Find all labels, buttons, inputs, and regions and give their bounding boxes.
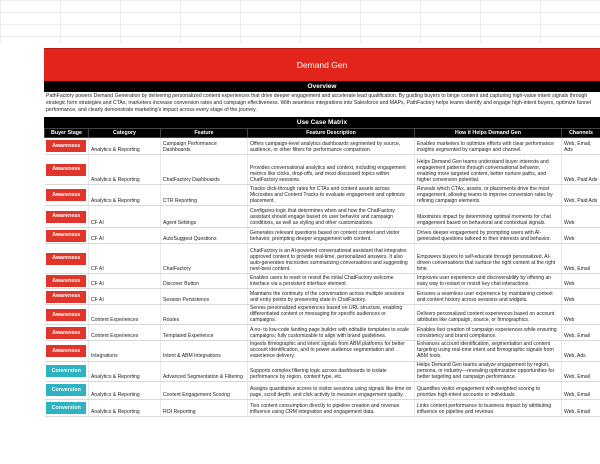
table-body	[45, 138, 600, 417]
column-header: Category	[89, 129, 161, 138]
helps-cell: Maximizes impact by determining optimal moments for chat engagement based on behavioral and contextual signals.	[415, 206, 562, 228]
helps-cell: Enhances account identification, segmentation and content targeting using real-time intent and firmographic signals from ABM tools.	[415, 341, 562, 361]
category-cell: Analytics & Reporting	[89, 361, 161, 381]
description-cell: Serves personalized experiences based on URL structure, enabling differentiated content or messaging for specific audiences or campaigns.	[248, 305, 415, 325]
table-row	[45, 274, 600, 289]
helps-cell: Empowers buyers to self-educate through personalized, AI-driven conversations that surface the right content at the right time.	[415, 244, 562, 274]
description-cell: Tracks click-through rates for CTAs and content assets across Microsites and Content Tracks to evaluate engagement and optimize placement.	[248, 185, 415, 206]
column-header: Feature	[161, 129, 248, 138]
description-cell: Maintains the continuity of the conversation across multiple sessions and entry points by preserving state in ChatFactory.	[248, 289, 415, 305]
helps-cell: Links content performance to business impact by attributing influence on pipeline and revenue.	[415, 399, 562, 416]
buyer-stage-cell	[45, 399, 89, 416]
column-header: Buyer Stage	[45, 129, 89, 138]
feature-cell: ROI Reporting	[161, 399, 248, 416]
category-cell: Integrations	[89, 341, 161, 361]
category-cell: CF AI	[89, 206, 161, 228]
buyer-stage-cell	[45, 228, 89, 244]
helps-cell: Drives deeper engagement by prompting users with AI-generated questions tailored to their interests and behavior.	[415, 228, 562, 244]
channels-cell: Web	[562, 289, 600, 305]
channels-cell: Web	[562, 274, 600, 289]
channels-cell: Web, Paid Ads	[562, 155, 600, 185]
channels-cell: Web, Email	[562, 361, 600, 381]
helps-cell: Helps Demand Gen teams analyze engagement by region, persona, or industry—revealing optimization opportunities for better targeting and campaign performance.	[415, 361, 562, 381]
description-cell: Provides conversational analytics and context, including engagement metrics like clicks, drop-offs, and most discussed topics within ChatFactory sessions.	[248, 155, 415, 185]
table-row	[45, 185, 600, 206]
feature-cell: Routes	[161, 305, 248, 325]
category-cell: Content Experiences	[89, 325, 161, 341]
overview-text: PathFactory powers Demand Generation by delivering personalized content experiences that drive deeper engagement and accelerate lead qualification. By guiding buyers to binge content and capturing high-value intent signals through strategic form strategies and CTAs, marketers increase conversion rates and campaign effectiveness. With seamless integrations into Salesforce and MAPs, PathFactory helps teams identify and engage high-intent buyers, optimize funnel performance, and clearly demonstrate marketing's impact across every stage of the journey.	[46, 93, 592, 113]
feature-cell: Advanced Segmentation & Filtering	[161, 361, 248, 381]
buyer-stage-cell	[45, 381, 89, 399]
column-header: Channels	[562, 129, 600, 138]
spreadsheet-grid	[0, 0, 600, 44]
table-row	[45, 138, 600, 155]
channels-cell: Web	[562, 228, 600, 244]
feature-cell: Intent & ABM Integrations	[161, 341, 248, 361]
helps-cell: Enables fast creation of campaign experiences while ensuring consistency and brand compliance.	[415, 325, 562, 341]
feature-cell: Session Persistence	[161, 289, 248, 305]
helps-cell: Helps Demand Gen teams understand buyer interests and engagement patterns through conversational behavior, enabling more targeted content, better nurture paths, and higher conversion potential.	[415, 155, 562, 185]
table-row	[45, 325, 600, 341]
stage-badge: Conversion	[46, 402, 86, 414]
buyer-stage-cell	[45, 185, 89, 206]
column-header: Feature Description	[248, 129, 415, 138]
stage-badge: Awareness	[46, 140, 86, 152]
buyer-stage-cell	[45, 305, 89, 325]
channels-cell: Web, Paid Ads	[562, 185, 600, 206]
stage-badge: Awareness	[46, 327, 86, 339]
stage-badge: Awareness	[46, 345, 86, 357]
category-cell: Content Experiences	[89, 305, 161, 325]
stage-badge: Awareness	[46, 291, 86, 303]
channels-cell: Web, Email	[562, 325, 600, 341]
category-cell: Analytics & Reporting	[89, 138, 161, 155]
stage-badge: Awareness	[46, 211, 86, 223]
description-cell: A no- to low-code landing page builder with editable templates to scale campaigns; fully customizable to align with brand guidelines.	[248, 325, 415, 341]
channels-cell: Web	[562, 206, 600, 228]
channels-cell: Web, Email	[562, 399, 600, 416]
channels-cell: Web	[562, 305, 600, 325]
matrix-heading: Use Case Matrix	[44, 117, 600, 128]
table-row	[45, 381, 600, 399]
category-cell: CF AI	[89, 244, 161, 274]
feature-cell: CTR Reporting	[161, 185, 248, 206]
sheet	[44, 44, 600, 417]
channels-cell: Web, Email, Ads	[562, 138, 600, 155]
use-case-table	[44, 128, 600, 417]
buyer-stage-cell	[45, 341, 89, 361]
column-header: How it Helps Demand Gen	[415, 129, 562, 138]
description-cell: Ties content consumption directly to pipeline creation and revenue influence using CRM integration and engagement data.	[248, 399, 415, 416]
table-row	[45, 305, 600, 325]
feature-cell: Campaign Performance Dashboards	[161, 138, 248, 155]
buyer-stage-cell	[45, 138, 89, 155]
overview-heading: Overview	[44, 81, 600, 92]
helps-cell: Quantifies visitor engagement with weighted scoring to prioritize high-intent accounts or individuals.	[415, 381, 562, 399]
description-cell: Offers campaign-level analytics dashboards segmented by source, audience, or other filters for performance comparison.	[248, 138, 415, 155]
category-cell: Analytics & Reporting	[89, 399, 161, 416]
table-header-row	[45, 129, 600, 138]
table-row	[45, 155, 600, 185]
stage-badge: Awareness	[46, 230, 86, 242]
buyer-stage-cell	[45, 206, 89, 228]
category-cell: Analytics & Reporting	[89, 155, 161, 185]
channels-cell: Web, Email	[562, 244, 600, 274]
page-title: Demand Gen	[44, 48, 600, 81]
buyer-stage-cell	[45, 289, 89, 305]
stage-badge: Awareness	[46, 164, 86, 176]
feature-cell: AutoSuggest Questions	[161, 228, 248, 244]
description-cell: Configures logic that determines when and how the ChatFactory assistant should engage based on user behavior and campaign conditions, as well as styling and other customizations.	[248, 206, 415, 228]
feature-cell: Discover Button	[161, 274, 248, 289]
stage-badge: Conversion	[46, 365, 86, 377]
channels-cell: Web, Email	[562, 381, 600, 399]
helps-cell: Delivers personalized content experiences based on account attributes like campaign, source, or firmographics.	[415, 305, 562, 325]
description-cell: Assigns quantitative scores to visitor sessions using signals like time on page, scroll depth, and click activity to measure engagement quality.	[248, 381, 415, 399]
helps-cell: Enables marketers to optimize efforts with clear performance insights segmented by campaign and channel.	[415, 138, 562, 155]
helps-cell: Reveals which CTAs, assets, or placements drive the most engagement, allowing teams to improve conversion rates by refining campaign elements.	[415, 185, 562, 206]
feature-cell: ChatFactory	[161, 244, 248, 274]
buyer-stage-cell	[45, 155, 89, 185]
stage-badge: Awareness	[46, 275, 86, 287]
stage-badge: Awareness	[46, 309, 86, 321]
description-cell: Generates relevant questions based on content context and visitor behavior, prompting deeper engagement with content.	[248, 228, 415, 244]
buyer-stage-cell	[45, 361, 89, 381]
buyer-stage-cell	[45, 244, 89, 274]
buyer-stage-cell	[45, 274, 89, 289]
description-cell: Ingests firmographic and intent signals from ABM platforms for better account identification, and to power audience segmentation and experience delivery.	[248, 341, 415, 361]
table-row	[45, 244, 600, 274]
category-cell: CF AI	[89, 289, 161, 305]
feature-cell: ChatFactory Dashboards	[161, 155, 248, 185]
category-cell: Analytics & Reporting	[89, 381, 161, 399]
feature-cell: Templated Experience	[161, 325, 248, 341]
description-cell: Supports complex filtering logic across dashboards to isolate performance by region, content type, etc.	[248, 361, 415, 381]
table-row	[45, 399, 600, 416]
buyer-stage-cell	[45, 325, 89, 341]
table-row	[45, 341, 600, 361]
category-cell: Analytics & Reporting	[89, 185, 161, 206]
table-row	[45, 289, 600, 305]
table-row	[45, 206, 600, 228]
channels-cell: Web, Ads	[562, 341, 600, 361]
stage-badge: Conversion	[46, 384, 86, 396]
category-cell: CF AI	[89, 274, 161, 289]
table-row	[45, 361, 600, 381]
description-cell: ChatFactory is an AI-powered conversational assistant that integrates approved content to provide real-time, personalized answers. It also auto-generates microsites summarizing conversations and suggesting next-best content.	[248, 244, 415, 274]
feature-cell: Content Engagement Scoring	[161, 381, 248, 399]
feature-cell: Agent Settings	[161, 206, 248, 228]
stage-badge: Awareness	[46, 253, 86, 265]
stage-badge: Awareness	[46, 189, 86, 201]
category-cell: CF AI	[89, 228, 161, 244]
table-row	[45, 228, 600, 244]
helps-cell: Ensures a seamless user experience by maintaining context and content history across sessions and widgets.	[415, 289, 562, 305]
description-cell: Enables users to reset or revisit the initial ChatFactory welcome interface via a persistent interface element.	[248, 274, 415, 289]
helps-cell: Improves user experience and discoverability by offering an easy way to restart or revisit key chat interactions.	[415, 274, 562, 289]
